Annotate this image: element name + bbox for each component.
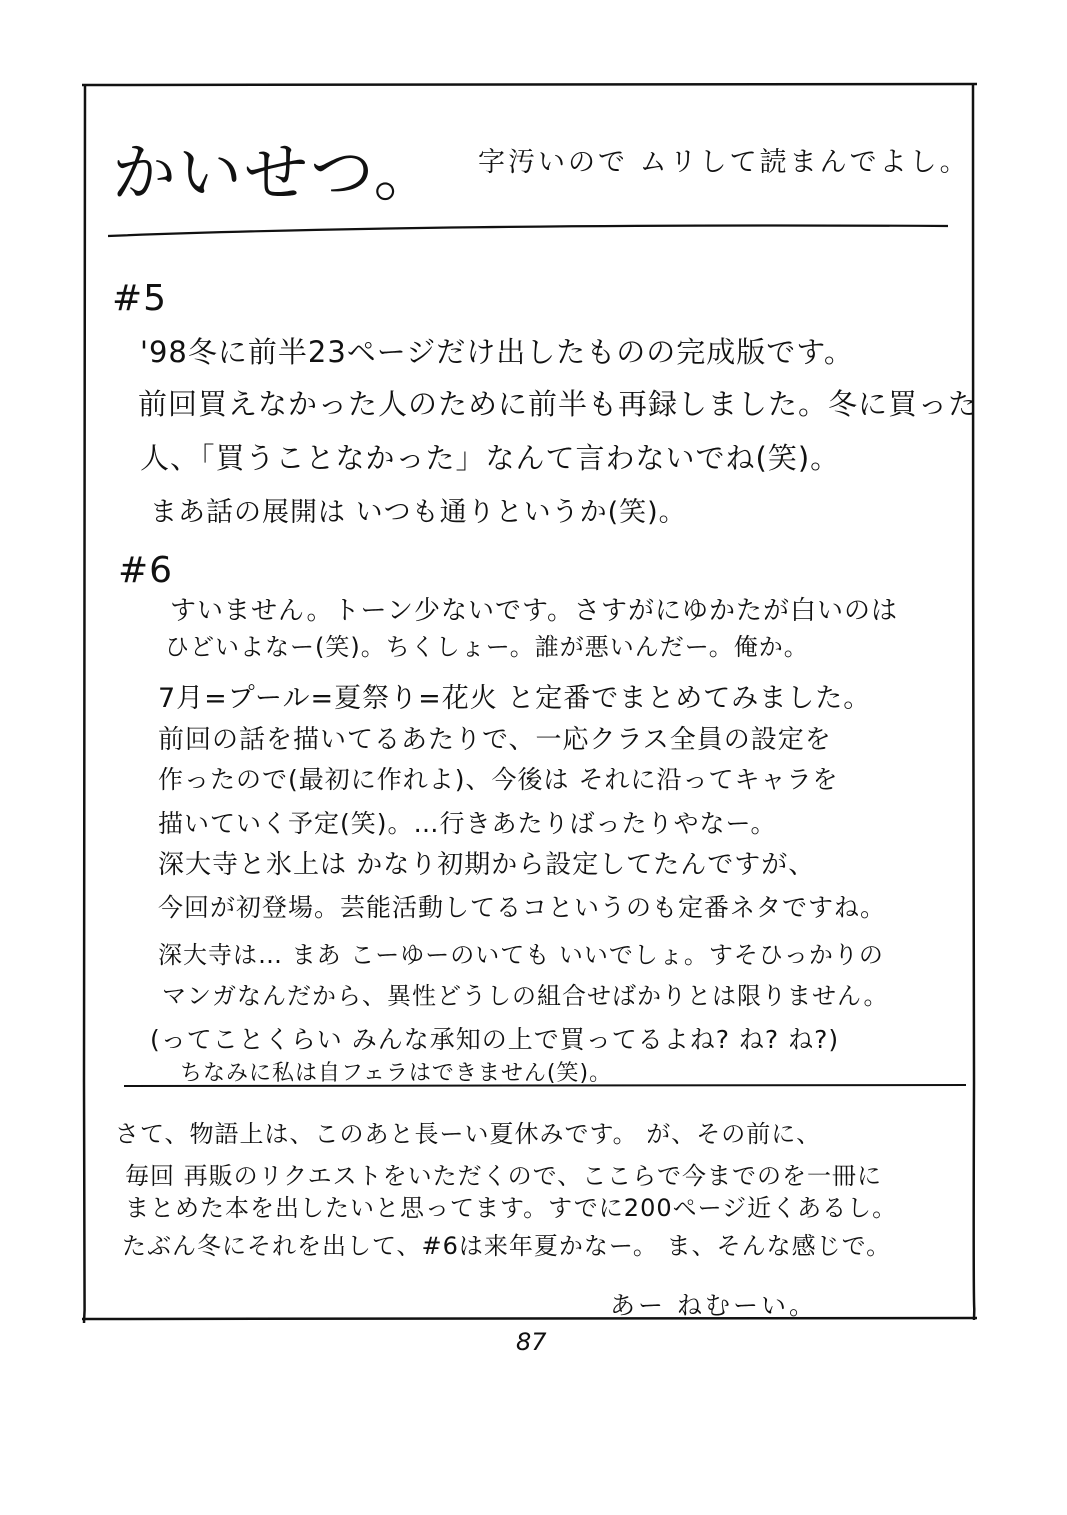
- closing-line-4: たぶん冬にそれを出して、#6は来年夏かなー。 ま、そんな感じで。: [122, 1232, 892, 1260]
- section-6-line-8: 今回が初登場。芸能活動してるコというのも定番ネタですね。: [158, 893, 887, 922]
- section-6-heading: #6: [118, 550, 174, 591]
- closing-line-1: さて、物語上は、このあと長ーい夏休みです。 が、その前に、: [115, 1120, 822, 1148]
- section-6-line-9: 深大寺は… まあ こーゆーのいても いいでしょ。すそひっかりの: [158, 941, 884, 969]
- section-6-line-11: (ってことくらい みんな承知の上で買ってるよね? ね? ね?): [150, 1025, 840, 1054]
- closing-line-2: 毎回 再販のリクエストをいただくので、ここらで今までのを一冊に: [125, 1162, 882, 1190]
- closing-line-3: まとめた本を出したいと思ってます。すでに200ページ近くあるし。: [125, 1194, 898, 1222]
- section-5-line-4: まあ話の展開は いつも通りというか(笑)。: [150, 497, 687, 528]
- signoff-text: あー ねむーい。: [610, 1291, 817, 1320]
- section-6-line-4: 前回の話を描いてるあたりで、一応クラス全員の設定を: [158, 725, 832, 755]
- page-subtitle: 字汚いので ムリして読まんでよし。: [478, 147, 970, 178]
- section-5-line-2: 前回買えなかった人のために前半も再録しました。冬に買った: [138, 387, 979, 421]
- section-6-line-7: 深大寺と氷上は かなり初期から設定してたんですが、: [158, 850, 816, 880]
- section-6-line-10: マンガなんだから、異性どうしの組合せばかりとは限りません。: [162, 982, 889, 1010]
- title-underline: [108, 222, 950, 242]
- section-divider: [124, 1080, 968, 1092]
- page-title: かいせつ。: [112, 137, 440, 211]
- section-6-line-5: 作ったので(最初に作れよ)、今後は それに沿ってキャラを: [158, 765, 839, 794]
- section-6-line-6: 描いていく予定(笑)。…行きあたりばったりやなー。: [158, 809, 777, 838]
- section-6-line-12: ちなみに私は自フェラはできません(笑)。: [180, 1061, 613, 1086]
- section-5-line-1: '98冬に前半23ページだけ出したものの完成版です。: [140, 335, 854, 369]
- section-6-line-3: 7月=プール=夏祭り=花火 と定番でまとめてみました。: [158, 683, 872, 714]
- section-6-line-2: ひどいよなー(笑)。ちくしょー。誰が悪いんだー。俺か。: [165, 633, 809, 661]
- section-5-line-3: 人、「買うことなかった」なんて言わないでね(笑)。: [140, 441, 841, 475]
- section-6-line-1: すいません。トーン少ないです。さすがにゆかたが白いのは: [170, 596, 898, 626]
- page-number: 87: [516, 1328, 547, 1356]
- section-5-heading: #5: [112, 278, 168, 319]
